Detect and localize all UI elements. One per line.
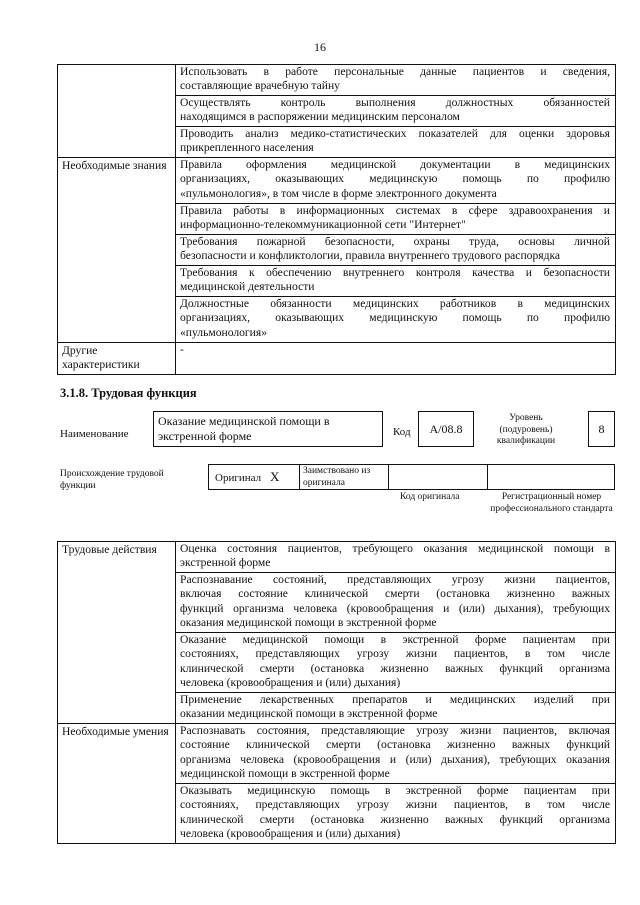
list-item: Использовать в работе персональные данные пациентов и сведения, составляющие врачебную тайну (176, 65, 616, 96)
table-row-label: Трудовые действия (58, 542, 176, 724)
table-row-label: Необходимые умения (58, 724, 176, 844)
level-field: 8 (588, 411, 615, 447)
section-heading: 3.1.8. Трудовая функция (60, 386, 197, 400)
original-label: Оригинал (215, 472, 262, 484)
list-item: Оценка состояния пациентов, требующего оказания медицинской помощи в экстренной форме (176, 542, 616, 573)
list-item: Распознавать состояния, представляющие угрозу жизни пациентов, включая состояние клинической смерти (остановка жизненно важных функций организма человека (кровообращения и (или) дыхания), требующих оказания медицинской помощи в экстренной форме (176, 724, 616, 784)
list-item: Оказание медицинской помощи в экстренной форме пациентам при состояниях, представляющих угрозу жизни пациентов, в том числе клинической смерти (остановка жизненно важных функций организма человека (кровообращения и (или) дыхания) (176, 633, 616, 693)
list-item: Требования к обеспечению внутреннего контроля качества и безопасности медицинской деятельности (176, 265, 616, 296)
function-name-field: Оказание медицинской помощи в экстренной форме (153, 411, 383, 447)
list-item: Требования пожарной безопасности, охраны труда, основы личной безопасности и конфликтологии, правила внутреннего трудового распорядка (176, 234, 616, 265)
origin-label: Происхождение трудовой функции (60, 469, 164, 491)
list-item: Правила оформления медицинской документации в медицинских организациях, оказывающих медицинскую помощь по профилю «пульмонология», в том числе в форме электронного документа (176, 157, 616, 203)
borrowed-label: Заимствовано из оригинала (303, 466, 371, 488)
table-row-label: Другие характеристики (58, 342, 176, 374)
requirements-table-top (57, 64, 616, 375)
original-mark: X (270, 469, 280, 484)
reg-number-caption: Регистрационный номер профессионального стандарта (490, 492, 613, 514)
code-label: Код (393, 426, 411, 438)
list-item: Оказывать медицинскую помощь в экстренной форме пациентам при состояниях, представляющих угрозу жизни пациентов, в том числе клинической смерти (остановка жизненно важных функций организма человека (кровообращения и (или) дыхания) (176, 784, 616, 844)
list-item: Распознавание состояний, представляющих угрозу жизни пациентов, включая состояние клинической смерти (остановка жизненно важных функций организма человека (кровообращения и (или) дыхания), требующих оказания медицинской помощи в экстренной форме (176, 573, 616, 633)
page-number: 16 (314, 40, 326, 54)
name-label: Наименование (60, 428, 129, 440)
requirements-table-bottom (57, 541, 616, 844)
list-item: Применение лекарственных препаратов и медицинских изделий при оказании медицинской помощи в экстренной форме (176, 693, 616, 724)
list-item: Проводить анализ медико-статистических показателей для оценки здоровья прикрепленного населения (176, 127, 616, 158)
level-label: Уровень (подуровень) квалификации (496, 413, 556, 446)
code-field: А/08.8 (418, 411, 474, 447)
table-row-label: Необходимые знания (58, 157, 176, 342)
list-item: Должностные обязанности медицинских работников в медицинских организациях, оказывающих медицинскую помощь по профилю «пульмонология» (176, 296, 616, 342)
table-row-label (58, 65, 176, 158)
list-item: Правила работы в информационных системах в сфере здравоохранения и информационно-телекоммуникационной сети "Интернет" (176, 203, 616, 234)
code-original-caption: Код оригинала (400, 492, 460, 502)
list-item: - (176, 342, 616, 374)
list-item: Осуществлять контроль выполнения должностных обязанностей находящимся в распоряжении медицинским персоналом (176, 96, 616, 127)
